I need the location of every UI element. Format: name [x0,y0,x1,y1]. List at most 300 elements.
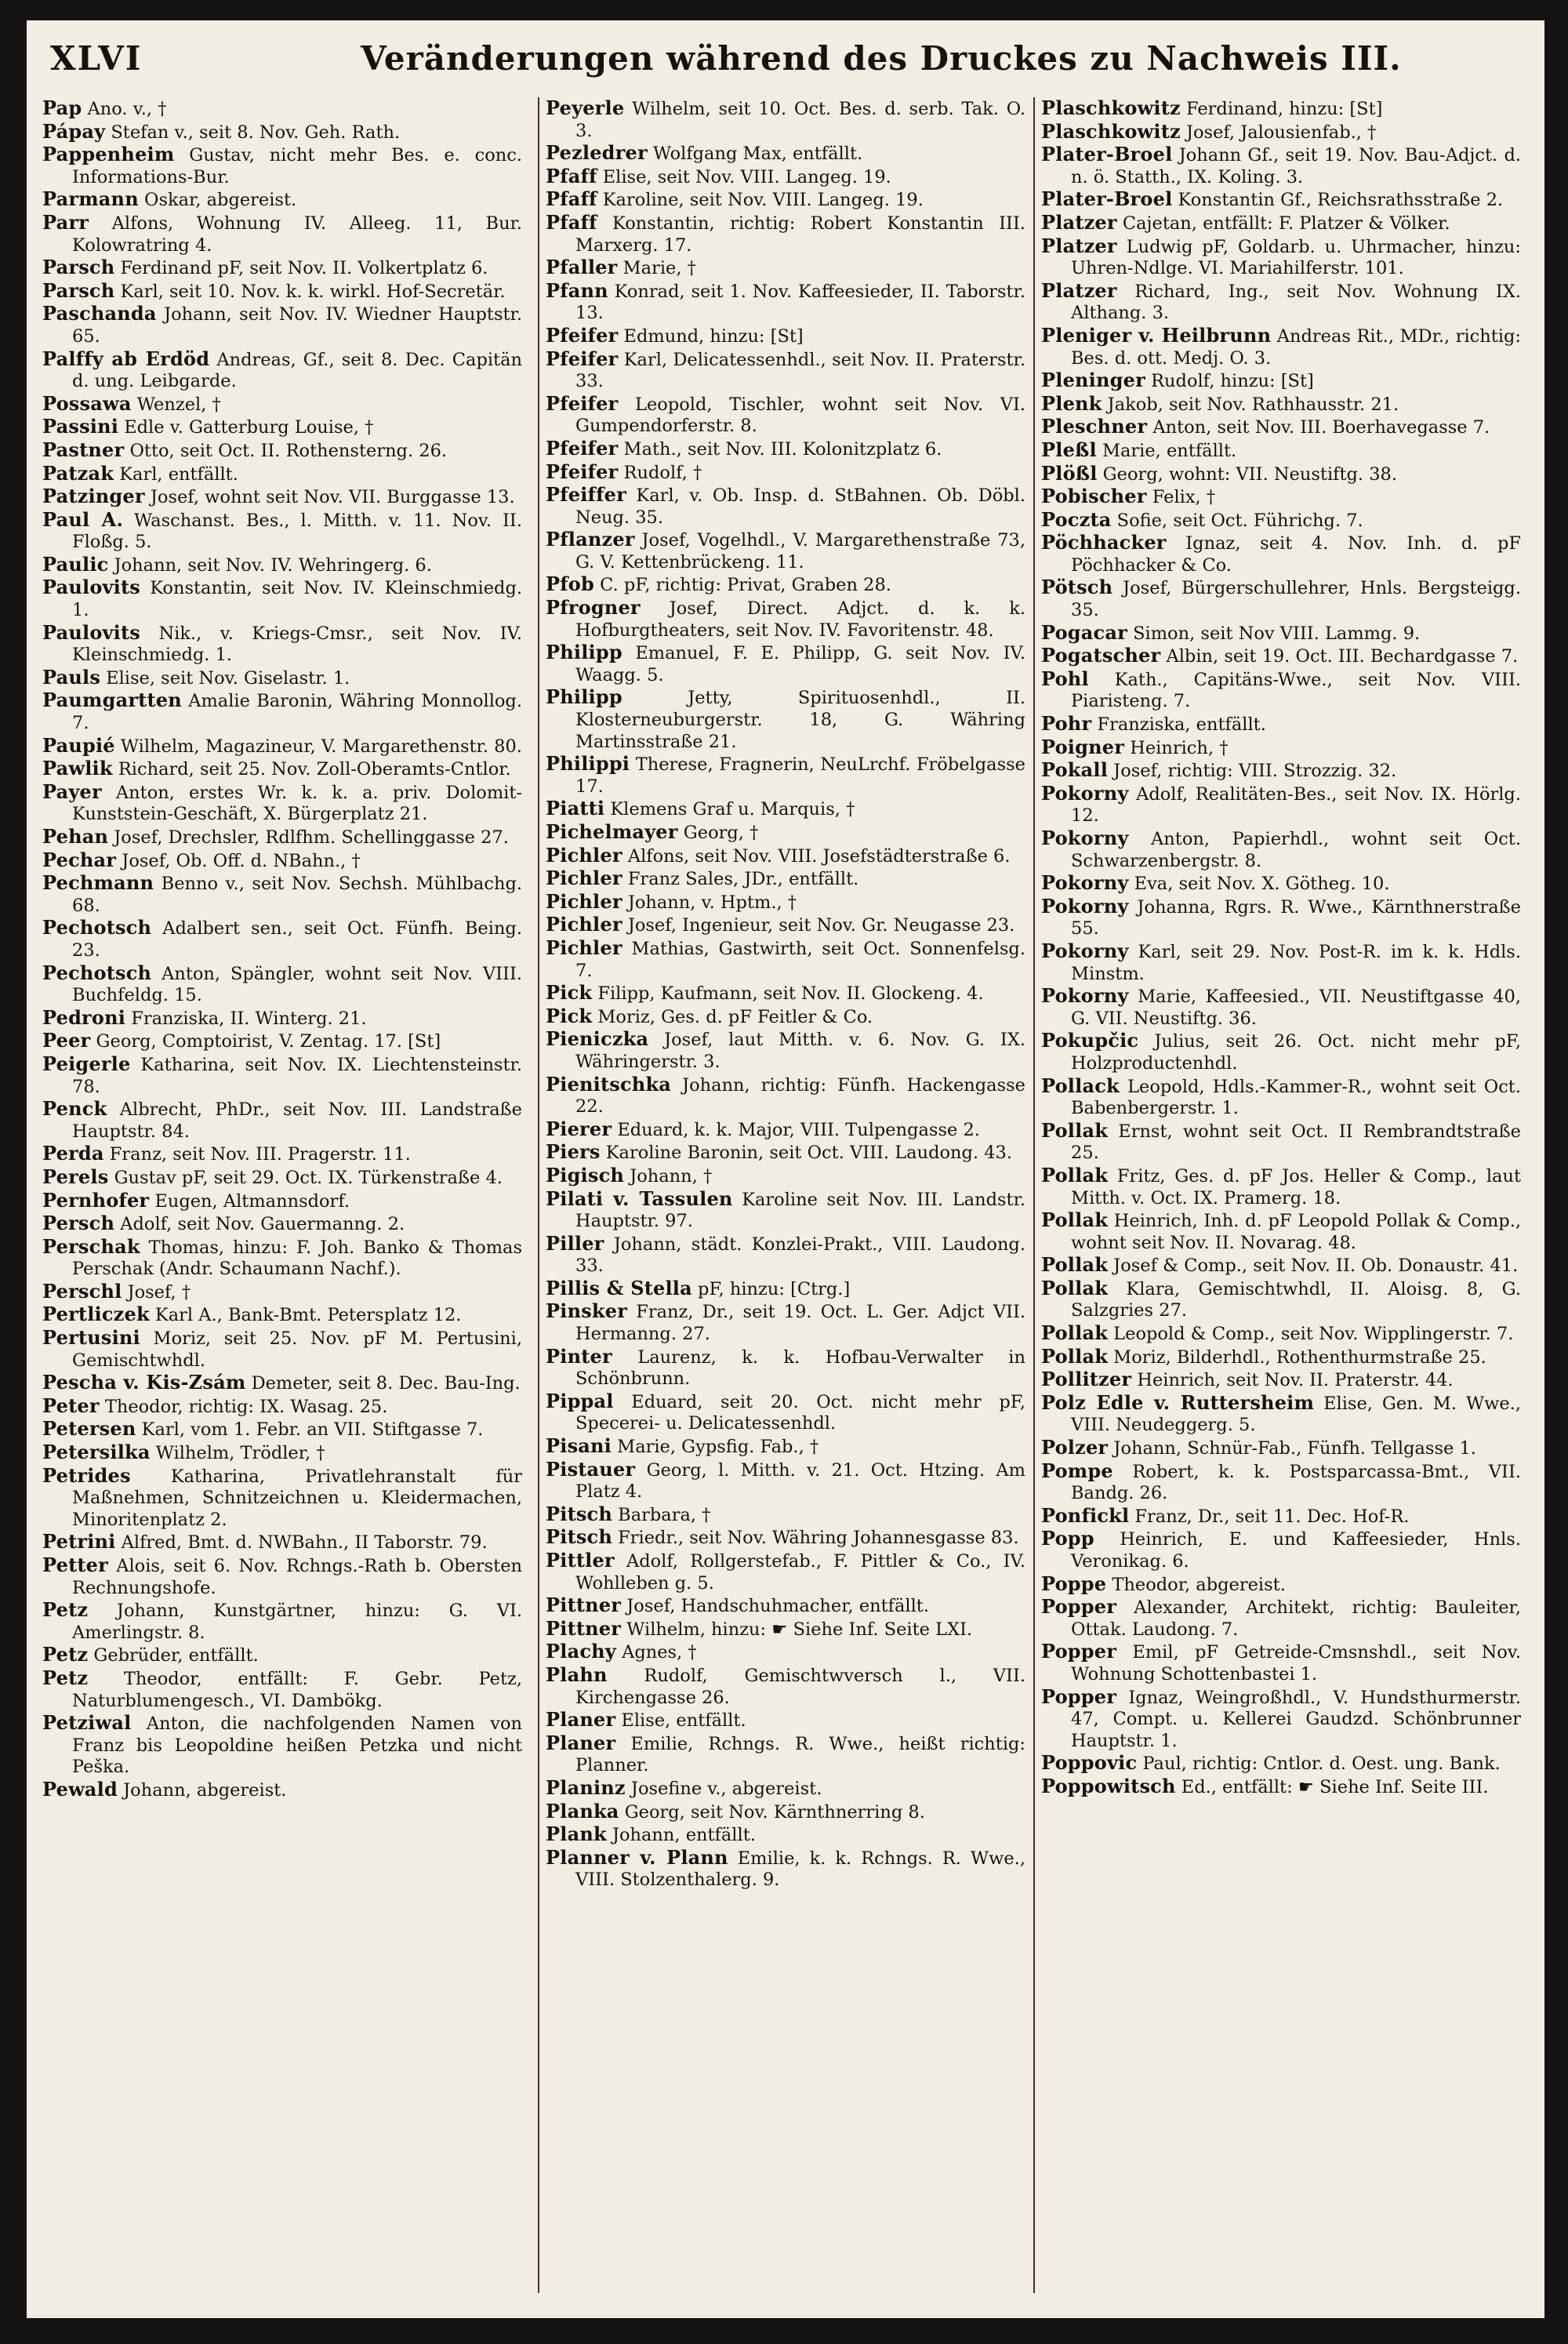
entry-details: Rudolf, hinzu: [St] [1145,371,1314,392]
directory-entry [546,325,1025,348]
entry-details: Gustav, nicht mehr Bes. e. conc. Informations-Bur. [72,145,522,187]
entry-details: Karl, Delicatessenhdl., seit Nov. II. Praterstr. 33. [575,349,1025,392]
directory-entry [42,1166,522,1190]
entry-surname: Perschl [42,1279,122,1303]
directory-entry [1041,668,1521,713]
entry-surname: Pokall [1041,758,1109,782]
entry-details: Rudolf, † [618,462,702,483]
directory-entry [546,438,1025,461]
entry-details: Johann Gf., seit 19. Nov. Bau-Adjct. d. n. ö. Statth., IX. Koling. 3. [1071,145,1521,187]
entry-surname: Petz [42,1598,89,1622]
entry-details: Johann, † [624,1165,713,1187]
directory-entry [42,144,522,188]
entry-details: Georg, Comptoirist, V. Zentag. 17. [St] [90,1031,441,1052]
entry-details: Johann, entfällt. [606,1825,756,1846]
directory-entry [42,826,522,849]
entry-surname: Pechmann [42,871,154,895]
directory-entry [42,849,522,873]
directory-entry [42,917,522,961]
entry-details: Heinrich, Inh. d. pF Leopold Pollak & Comp., wohnt seit Nov. II. Novarag. 48. [1071,1211,1521,1253]
entry-details: Johann, seit Nov. IV. Wiedner Hauptstr. 65. [72,304,522,347]
directory-entry [1041,509,1521,532]
entry-surname: Pfaller [546,256,618,279]
directory-entry [1041,827,1521,872]
entry-surname: Pinter [546,1344,612,1368]
directory-entry [1041,121,1521,144]
directory-entry [42,1053,522,1098]
entry-surname: Pierer [546,1117,612,1140]
entry-details: Josef, richtig: VIII. Strozzig. 32. [1108,761,1397,782]
directory-entry [1041,1641,1521,1685]
entry-surname: Plößl [1041,461,1098,485]
page-title: Veränderungen während des Druckes zu Nachweis III. [361,39,1402,78]
directory-entry [42,121,522,144]
directory-entry [546,212,1025,256]
entry-details: Josef & Comp., seit Nov. II. Ob. Donaustr. 41. [1108,1256,1519,1277]
entry-details: Adalbert sen., seit Oct. Fünfh. Being. 23. [72,918,522,961]
entry-surname: Pichler [546,936,622,959]
entry-details: Alfons, Wohnung IV. Alleeg. 11, Bur. Kolowratring 4. [72,213,522,256]
directory-entry [546,1005,1025,1029]
entry-details: Eduard, seit 20. Oct. nicht mehr pF, Specerei- u. Delicatessenhdl. [575,1391,1025,1434]
directory-entry [42,439,522,463]
directory-entry [42,97,522,121]
entry-surname: Philippi [546,752,630,776]
directory-entry [1041,759,1521,783]
entry-surname: Planer [546,1731,616,1754]
directory-entry [1041,1254,1521,1277]
entry-details: Richard, Ing., seit Nov. Wohnung IX. Althang. 3. [1071,281,1521,324]
entry-details: Josef, Handschuhmacher, entfällt. [621,1596,929,1617]
directory-entry [546,1141,1025,1165]
entry-details: Karl A., Bank-Bmt. Petersplatz 12. [149,1305,462,1326]
directory-entry [1041,463,1521,486]
entry-surname: Parmann [42,187,139,211]
entry-details: Wilhelm, hinzu: ☛ Siehe Inf. Seite LXI. [621,1619,973,1640]
entry-details: Andreas, Gf., seit 8. Dec. Capitän d. ung. Leibgarde. [72,349,522,392]
entry-details: Otto, seit Oct. II. Rothensterng. 26. [124,440,448,461]
directory-entry [42,1599,522,1644]
entry-surname: Pfrogner [546,596,641,620]
entry-surname: Piller [546,1231,604,1255]
directory-entry [546,798,1025,821]
entry-details: Sofie, seit Oct. Führichg. 7. [1111,510,1363,531]
entry-surname: Pichler [546,843,622,867]
entry-details: Robert, k. k. Postsparcassa-Bmt., VII. Bandg. 26. [1071,1461,1521,1504]
entry-details: Albin, seit 19. Oct. III. Bechardgasse 7. [1160,646,1519,667]
entry-surname: Pitsch [546,1502,613,1525]
entry-surname: Pollitzer [1041,1368,1132,1391]
entry-details: Leopold & Comp., seit Nov. Wipplingerstr. 7. [1108,1324,1514,1345]
entry-details: Therese, Fragnerin, NeuLrchf. Fröbelgasse 17. [575,754,1025,797]
entry-surname: Planinz [546,1775,626,1799]
directory-entry [1041,1505,1521,1528]
entry-surname: Petz [42,1666,89,1689]
directory-entry [546,188,1025,212]
directory-entry [546,1028,1025,1073]
entry-surname: Poppovic [1041,1751,1138,1775]
entry-details: Josef, Ob. Off. d. NBahn., † [116,850,361,871]
entry-surname: Pezledrer [546,141,648,165]
entry-details: Amalie Baronin, Währing Monnollog. 7. [72,691,522,734]
entry-surname: Petrides [42,1463,131,1487]
directory-entry [546,937,1025,982]
entry-details: Wolfgang Max, entfällt. [647,144,863,165]
entry-details: Josef, Ingenieur, seit Nov. Gr. Neugasse 23. [622,915,1015,936]
entry-details: Mathias, Gastwirth, seit Oct. Sonnenfelsg. 7. [575,938,1025,981]
entry-details: Gustav pF, seit 29. Oct. IX. Türkenstraße 4. [108,1167,503,1188]
entry-details: Cajetan, entfällt: F. Platzer & Völker. [1116,213,1450,234]
directory-entry [42,1441,522,1465]
entry-surname: Paulic [42,552,109,576]
entry-surname: Pleninger [1041,369,1145,392]
entry-details: Barbara, † [612,1504,711,1525]
entry-details: Ano. v., † [82,99,167,119]
entry-surname: Pappenheim [42,143,175,166]
entry-surname: Patzak [42,461,114,485]
entry-details: Josef, Bürgerschullehrer, Hnls. Bergsteigg. 35. [1071,578,1521,621]
entry-details: Andreas Rit., MDr., richtig: Bes. d. ott. Medj. O. 3. [1071,325,1521,369]
directory-entry [42,1303,522,1327]
entry-surname: Pohl [1041,667,1089,690]
directory-entry [546,1188,1025,1233]
entry-surname: Penck [42,1097,107,1121]
directory-entry [546,686,1025,753]
entry-details: Alois, seit 6. Nov. Rchngs.-Rath b. Obersten Rechnungshofe. [72,1556,522,1598]
column-2 [538,97,1025,2293]
entry-details: Franziska, II. Winterg. 21. [125,1008,367,1029]
directory-entry [546,1801,1025,1824]
entry-surname: Pippal [546,1389,614,1412]
entry-details: Heinrich, E. und Kaffeesieder, Hnls. Veronikag. 6. [1071,1529,1521,1572]
directory-entry [546,1300,1025,1345]
entry-surname: Pokorny [1041,781,1129,805]
directory-entry [42,280,522,303]
directory-entry [42,212,522,256]
entry-surname: Peyerle [546,97,625,119]
entry-details: Anton, Papierhdl., wohnt seit Oct. Schwarzenbergstr. 8. [1071,829,1521,871]
directory-entry [546,1664,1025,1709]
entry-details: Julius, seit 26. Oct. nicht mehr pF, Holzproductenhdl. [1071,1031,1521,1074]
directory-entry [1041,97,1521,121]
entry-details: Wilhelm, Magazineur, V. Margarethenstr. 80. [114,736,522,757]
entry-details: Alfons, seit Nov. VIII. Josefstädterstraße 6. [622,845,1011,867]
entry-surname: Ponfickl [1041,1503,1130,1527]
entry-surname: Petziwal [42,1711,132,1735]
entry-surname: Paulovits [42,576,140,599]
column-1 [42,97,522,2293]
entry-details: Theodor, entfällt: F. Gebr. Petz, Naturblumengesch., VI. Dambökg. [72,1668,522,1711]
directory-entry [1041,393,1521,416]
entry-details: Moriz, Ges. d. pF Feitler & Co. [592,1006,873,1027]
directory-entry [1041,985,1521,1030]
entry-surname: Pick [546,981,593,1005]
entry-details: Karl, seit 10. Nov. k. k. wirkl. Hof-Secretär. [114,281,506,302]
entry-surname: Possawa [42,391,132,415]
directory-entry [1041,783,1521,827]
directory-entry [546,393,1025,438]
entry-surname: Pichelmayer [546,820,678,843]
directory-entry [42,667,522,690]
entry-surname: Passini [42,415,119,438]
entry-surname: Pogatscher [1041,644,1161,667]
entry-surname: Pobischer [1041,485,1147,508]
entry-details: Johann, richtig: Fünfh. Hackengasse 22. [575,1074,1025,1117]
entry-details: Ed., entfällt: ☛ Siehe Inf. Seite III. [1175,1776,1489,1797]
entry-details: Stefan v., seit 8. Nov. Geh. Rath. [105,122,401,143]
entry-surname: Parsch [42,278,115,302]
directory-entry [546,597,1025,641]
entry-surname: Pohr [1041,712,1092,736]
directory-entry [42,1098,522,1143]
entry-details: Theodor, abgereist. [1106,1574,1286,1595]
entry-surname: Pastner [42,438,125,461]
directory-entry [42,1644,522,1667]
entry-surname: Parsch [42,256,115,279]
entry-surname: Planer [546,1708,616,1732]
entry-surname: Perels [42,1165,109,1188]
directory-entry [546,97,1025,142]
directory-page [27,20,1544,2318]
directory-entry [546,1118,1025,1142]
entry-surname: Platzer [1041,234,1117,257]
entry-surname: Piatti [546,797,605,820]
directory-entry [546,484,1025,529]
entry-details: Leopold, Tischler, wohnt seit Nov. VI. Gumpendorferstr. 8. [575,394,1025,437]
entry-surname: Pokorny [1041,894,1129,918]
directory-entry [42,1007,522,1030]
entry-surname: Pfaff [546,187,597,211]
directory-entry [42,1030,522,1053]
directory-entry [42,348,522,393]
entry-surname: Plater-Broel [1041,187,1173,211]
directory-entry [1041,325,1521,369]
directory-entry [42,1212,522,1236]
entry-surname: Pitsch [546,1525,613,1549]
directory-entry [1041,188,1521,212]
entry-details: Ignaz, seit 4. Nov. Inh. d. pF Pöchhacker & Co. [1071,533,1521,576]
entry-surname: Popper [1041,1640,1117,1663]
entry-surname: Pfeifer [546,391,619,415]
entry-surname: Planka [546,1799,619,1823]
directory-entry [546,1390,1025,1435]
entry-details: Edle v. Gatterburg Louise, † [118,417,374,438]
entry-details: Franz, seit Nov. III. Pragerstr. 11. [103,1144,411,1165]
directory-entry [42,1554,522,1599]
entry-surname: Poigner [1041,735,1125,758]
entry-surname: Pfann [546,278,608,302]
directory-entry [42,962,522,1007]
directory-entry [42,1531,522,1554]
entry-surname: Pick [546,1004,593,1027]
entry-surname: Pilati v. Tassulen [546,1187,733,1210]
page-header [50,35,1524,89]
entry-details: Franz, Dr., seit 19. Oct. L. Ger. Adjct VII. Hermanng. 27. [575,1302,1025,1345]
directory-entry [546,1777,1025,1801]
entry-surname: Pflanzer [546,528,635,551]
entry-details: Ernst, wohnt seit Oct. II Rembrandtstraße 25. [1071,1121,1521,1164]
entry-details: pF, hinzu: [Ctrg.] [691,1278,851,1299]
entry-details: Josefine v., abgereist. [625,1778,822,1799]
entry-surname: Pollak [1041,1118,1109,1142]
entry-details: Konrad, seit 1. Nov. Kaffeesieder, II. Taborstr. 13. [575,281,1025,324]
entry-surname: Plater-Broel [1041,143,1173,166]
entry-details: Heinrich, seit Nov. II. Praterstr. 44. [1131,1370,1454,1391]
entry-surname: Pollak [1041,1253,1109,1277]
entry-details: Klemens Graf u. Marquis, † [604,799,855,820]
directory-entry [546,573,1025,597]
entry-details: Karoline seit Nov. III. Landstr. Hauptstr. 97. [575,1189,1025,1232]
entry-surname: Payer [42,780,102,803]
entry-details: Demeter, seit 8. Dec. Bau-Ing. [245,1373,521,1394]
directory-entry [1041,1277,1521,1322]
entry-surname: Paulovits [42,620,140,644]
entry-surname: Pleschner [1041,415,1148,438]
entry-surname: Peer [42,1029,91,1052]
entry-surname: Plaschkowitz [1041,119,1181,143]
directory-entry [42,576,522,621]
entry-surname: Philipp [546,641,622,664]
directory-entry [546,142,1025,165]
entry-details: Elise, seit Nov. Giselastr. 1. [100,667,350,689]
entry-surname: Petersilka [42,1441,151,1464]
entry-details: Eduard, k. k. Major, VIII. Tulpengasse 2. [612,1119,980,1140]
directory-entry [1041,1460,1521,1505]
entry-surname: Plahn [546,1663,608,1686]
entry-surname: Pfeifer [546,460,619,483]
entry-details: Jetty, Spirituosenhdl., II. Klosterneuburgerstr. 18, G. Währing Martinsstraße 21. [575,688,1025,752]
entry-details: Josef, wohnt seit Nov. VII. Burggasse 13. [144,487,515,508]
entry-surname: Pfeifer [546,323,619,347]
entry-surname: Pawlik [42,757,113,780]
directory-entry [546,529,1025,573]
entry-details: Albrecht, PhDr., seit Nov. III. Landstraße Hauptstr. 84. [72,1099,522,1142]
directory-entry [42,188,522,212]
entry-surname: Pfeifer [546,436,619,460]
entry-details: Filipp, Kaufmann, seit Nov. II. Glockeng. 4. [592,983,984,1005]
entry-details: Ignaz, Weingroßhdl., V. Hundsthurmerstr. 47, Compt. u. Kellerei Gaudzd. Schönbrunner Hauptstr. 1. [1071,1687,1521,1751]
directory-entry [546,1074,1025,1118]
directory-entry [42,463,522,486]
entry-details: Richard, seit 25. Nov. Zoll-Oberamts-Cntlor. [112,759,511,780]
directory-entry [1041,1528,1521,1572]
entry-details: Rudolf, Gemischtwversch l., VII. Kirchengasse 26. [575,1665,1025,1708]
entry-details: Alexander, Architekt, richtig: Bauleiter, Ottak. Laudong. 7. [1071,1597,1521,1640]
entry-surname: Pisani [546,1434,612,1458]
entry-details: Friedr., seit Nov. Währing Johannesgasse 83. [612,1528,1019,1549]
directory-entry [42,1236,522,1281]
directory-entry [1041,736,1521,760]
directory-entry [1041,439,1521,463]
directory-entry [1041,532,1521,576]
entry-details: Katharina, seit Nov. IX. Liechtensteinstr. 78. [72,1054,522,1097]
directory-entry [1041,1120,1521,1165]
directory-entry [546,1233,1025,1277]
entry-details: Wenzel, † [131,394,221,415]
entry-details: Emilie, k. k. Rchngs. R. Wwe., VIII. Stolzenthalerg. 9. [575,1848,1025,1891]
directory-entry [42,1779,522,1802]
entry-details: Marie, Gypsfig. Fab., † [612,1437,819,1458]
entry-surname: Pewald [42,1777,118,1801]
directory-entry [546,1165,1025,1188]
entry-details: Thomas, hinzu: F. Joh. Banko & Thomas Perschak (Andr. Schaumann Nachf.). [72,1237,522,1280]
entry-details: Emilie, Rchngs. R. Wwe., heißt richtig: Planner. [575,1733,1025,1776]
entry-surname: Polzer [1041,1436,1109,1459]
entry-surname: Poczta [1041,507,1112,531]
entry-details: Josef, laut Mitth. v. 6. Nov. G. IX. Währingerstr. 3. [575,1030,1025,1072]
directory-entry [42,735,522,758]
entry-details: Wilhelm, seit 10. Oct. Bes. d. serb. Tak. O. 3. [575,99,1025,141]
column-3 [1033,97,1521,2293]
directory-entry [42,303,522,347]
entry-details: Karoline, seit Nov. VIII. Langeg. 19. [597,190,924,211]
entry-details: Nik., v. Kriegs-Cmsr., seit Nov. IV. Kleinschmiedg. 1. [72,623,522,666]
entry-details: Elise, Gen. M. Wwe., VIII. Neudeggerg. 5. [1071,1393,1521,1436]
entry-details: Franz Sales, JDr., entfällt. [622,869,859,890]
entry-surname: Pedroni [42,1005,126,1029]
entry-details: Johann, Schnür-Fab., Fünfh. Tellgasse 1. [1108,1438,1476,1459]
entry-details: Marie, Kaffeesied., VII. Neustiftgasse 40, G. VII. Neustiftg. 36. [1071,987,1521,1029]
entry-surname: Pollak [1041,1208,1109,1232]
directory-entry [1041,622,1521,645]
directory-entry [1041,280,1521,325]
entry-surname: Pokorny [1041,984,1129,1008]
entry-surname: Pieniczka [546,1027,649,1051]
entry-details: Benno v., seit Nov. Sechsh. Mühlbachg. 68. [72,874,522,916]
entry-surname: Palffy ab Erdöd [42,347,210,370]
entry-details: Eva, seit Nov. X. Götheg. 10. [1128,874,1390,895]
directory-entry [1041,144,1521,188]
directory-entry [42,485,522,509]
directory-entry [42,622,522,667]
entry-surname: Pittner [546,1594,622,1617]
entry-surname: Pistauer [546,1457,636,1481]
entry-surname: Pokorny [1041,939,1129,962]
directory-entry [1041,416,1521,439]
entry-surname: Peter [42,1394,100,1417]
entry-details: Edmund, hinzu: [St] [618,325,804,347]
entry-details: Gebrüder, entfällt. [88,1645,259,1666]
entry-details: Konstantin Gf., Reichsrathsstraße 2. [1172,190,1504,211]
directory-entry [1041,1596,1521,1641]
directory-entry [42,393,522,416]
directory-entry [546,1346,1025,1390]
entry-surname: Poppowitsch [1041,1774,1176,1797]
entry-surname: Pertusini [42,1326,140,1350]
entry-details: Jakob, seit Nov. Rathhausstr. 21. [1102,394,1399,415]
entry-surname: Perschak [42,1234,140,1258]
entry-details: Emil, pF Getreide-Cmsnshdl., seit Nov. Wohnung Schottenbastei 1. [1071,1642,1521,1684]
directory-entry [42,1395,522,1419]
entry-surname: Plaschkowitz [1041,97,1181,119]
entry-details: Waschanst. Bes., l. Mitth. v. 11. Nov. II. Floßg. 5. [72,510,522,553]
directory-entry [1041,1752,1521,1775]
entry-surname: Pertliczek [42,1303,150,1326]
directory-entry [1041,940,1521,985]
directory-entry [546,1526,1025,1550]
entry-surname: Parr [42,210,89,234]
entry-surname: Popper [1041,1684,1117,1708]
entry-surname: Pigisch [546,1163,625,1187]
entry-details: Wilhelm, Trödler, † [150,1443,325,1464]
directory-entry [546,165,1025,189]
directory-entry [546,256,1025,280]
entry-details: Simon, seit Nov VIII. Lammg. 9. [1127,623,1421,644]
entry-details: Ferdinand, hinzu: [St] [1180,99,1383,119]
directory-entry [546,1503,1025,1527]
directory-entry [42,1712,522,1779]
entry-surname: Pehan [42,825,109,848]
